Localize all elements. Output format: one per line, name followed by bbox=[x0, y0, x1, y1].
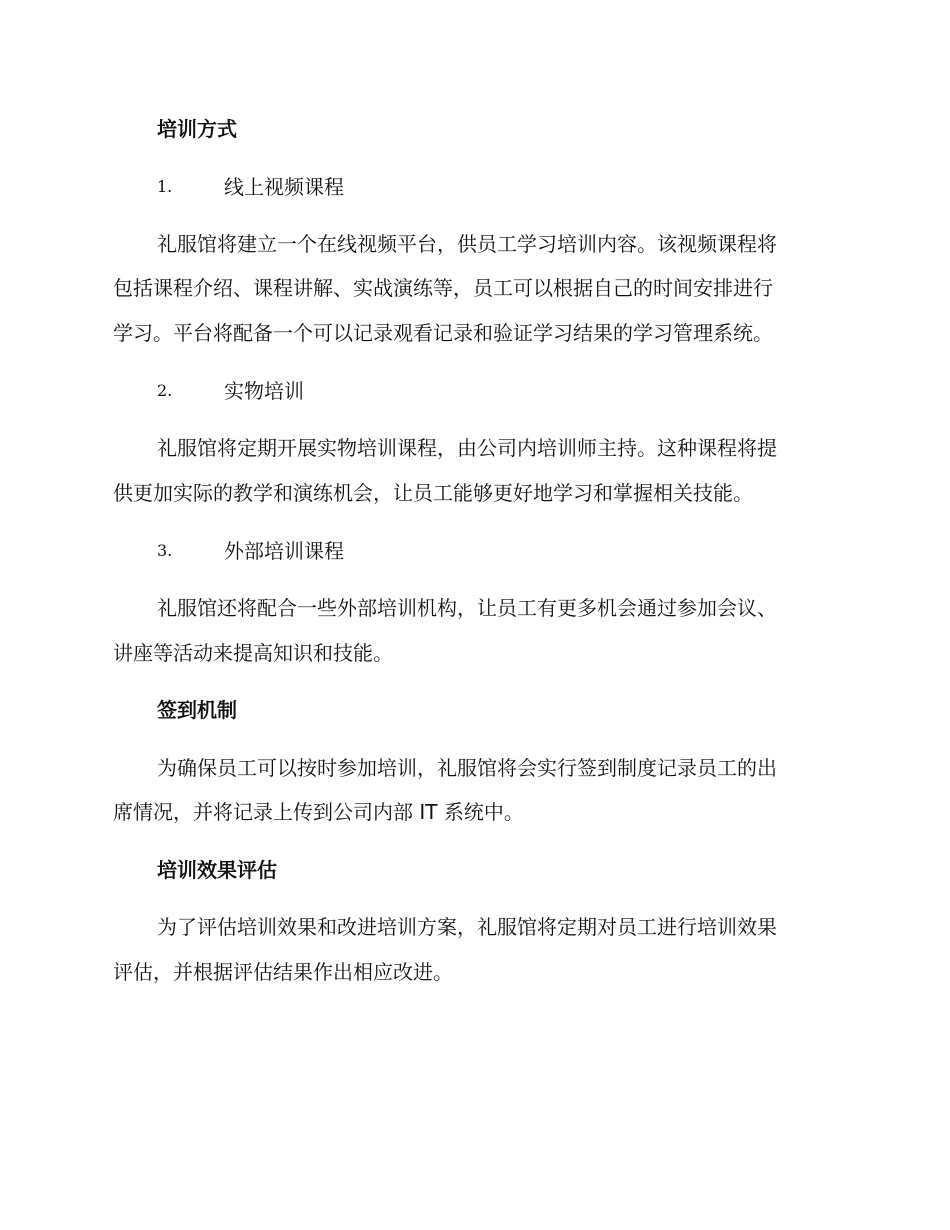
list-item-title-external-training: 外部培训课程 bbox=[224, 539, 344, 563]
paragraph-line: 礼服馆将定期开展实物培训课程，由公司内培训师主持。这种课程将提 bbox=[157, 436, 777, 460]
paragraph-line: 讲座等活动来提高知识和技能。 bbox=[113, 641, 393, 665]
paragraph-line: 包括课程介绍、课程讲解、实战演练等，员工可以根据自己的时间安排进行 bbox=[113, 276, 773, 300]
paragraph-line: 供更加实际的教学和演练机会，让员工能够更好地学习和掌握相关技能。 bbox=[113, 481, 753, 505]
list-item-title-physical-training: 实物培训 bbox=[224, 379, 304, 403]
list-item-title-online-video: 线上视频课程 bbox=[224, 175, 344, 199]
section-heading-evaluation: 培训效果评估 bbox=[157, 858, 277, 882]
list-number-3: 3. bbox=[157, 541, 173, 560]
paragraph-line: 席情况，并将记录上传到公司内部 IT 系统中。 bbox=[113, 800, 524, 824]
paragraph-line: 为确保员工可以按时参加培训，礼服馆将会实行签到制度记录员工的出 bbox=[157, 756, 777, 780]
paragraph-line: 礼服馆还将配合一些外部培训机构，让员工有更多机会通过参加会议、 bbox=[157, 596, 777, 620]
list-number-1: 1. bbox=[157, 177, 173, 196]
section-heading-training-methods: 培训方式 bbox=[157, 117, 237, 141]
paragraph-line: 学习。平台将配备一个可以记录观看记录和验证学习结果的学习管理系统。 bbox=[113, 321, 773, 345]
paragraph-line: 评估，并根据评估结果作出相应改进。 bbox=[113, 960, 453, 984]
section-heading-sign-in: 签到机制 bbox=[157, 698, 237, 722]
paragraph-line: 为了评估培训效果和改进培训方案，礼服馆将定期对员工进行培训效果 bbox=[157, 915, 777, 939]
list-number-2: 2. bbox=[157, 381, 173, 400]
paragraph-line: 礼服馆将建立一个在线视频平台，供员工学习培训内容。该视频课程将 bbox=[157, 232, 777, 256]
